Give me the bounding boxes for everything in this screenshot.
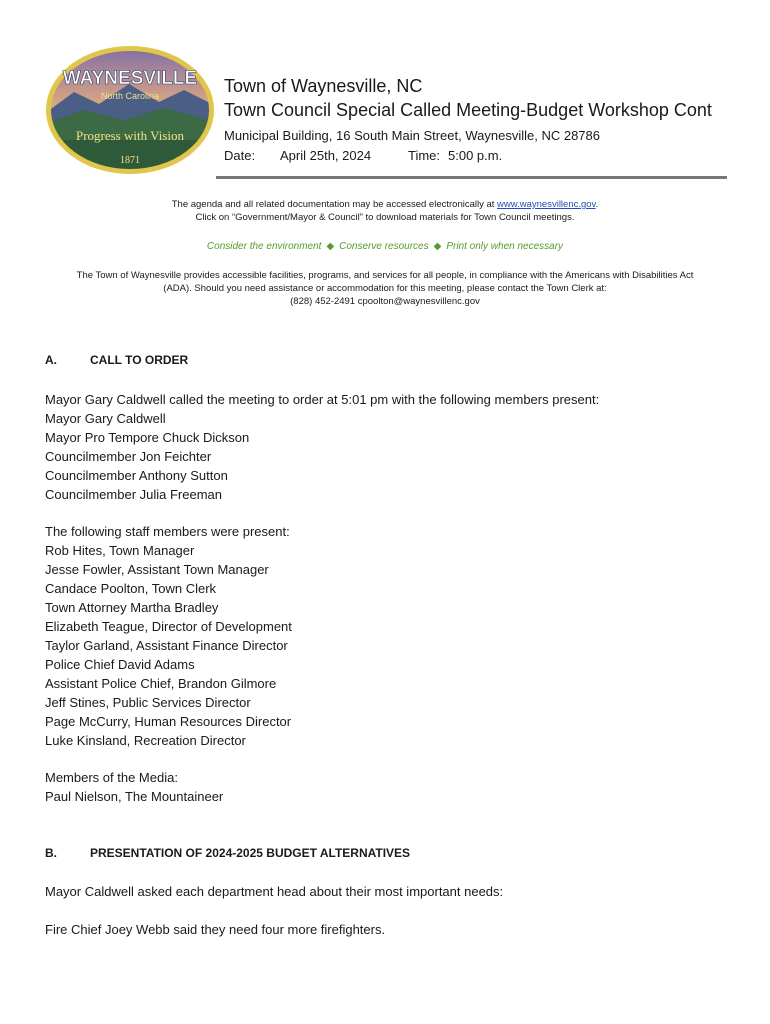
media-item: Paul Nielson, The Mountaineer <box>45 789 224 804</box>
staff-item: Rob Hites, Town Manager <box>45 543 195 558</box>
bullet-icon: ◆ <box>326 241 335 252</box>
section-b-paragraph-1 <box>45 882 735 901</box>
section-b-title: PRESENTATION OF 2024-2025 BUDGET ALTERNATIVES <box>90 846 411 860</box>
member-item: Mayor Gary Caldwell <box>45 411 166 426</box>
env-item-1: Consider the environment <box>206 241 322 252</box>
date-value: April 25th, 2024 <box>280 148 372 163</box>
member-item: Councilmember Jon Feichter <box>45 449 212 464</box>
section-a-heading <box>45 353 188 367</box>
agenda-notice <box>40 198 730 224</box>
ada-notice <box>40 269 730 308</box>
staff-item: Taylor Garland, Assistant Finance Director <box>45 638 288 653</box>
call-to-order-intro: Mayor Gary Caldwell called the meeting to order at 5:01 pm with the following members present: <box>45 392 600 407</box>
date-label: Date: <box>224 148 256 163</box>
staff-item: Police Chief David Adams <box>45 657 195 672</box>
staff-item: Jeff Stines, Public Services Director <box>45 695 251 710</box>
section-b-heading <box>45 846 410 860</box>
member-item: Mayor Pro Tempore Chuck Dickson <box>45 430 250 445</box>
staff-intro: The following staff members were present: <box>45 524 290 539</box>
media-intro: Members of the Media: <box>45 770 178 785</box>
town-title: Town of Waynesville, NC <box>224 76 423 96</box>
logo-motto: Progress with Vision <box>75 128 185 143</box>
section-b-paragraph-2 <box>45 920 735 939</box>
staff-item: Elizabeth Teague, Director of Development <box>45 619 292 634</box>
env-item-3: Print only when necessary <box>446 241 564 252</box>
logo-year: 1871 <box>120 155 140 166</box>
time-value: 5:00 p.m. <box>448 148 503 163</box>
staff-block <box>45 522 735 750</box>
media-block <box>45 768 735 806</box>
meeting-address: Municipal Building, 16 South Main Street, Waynesville, NC 28786 <box>224 128 600 143</box>
staff-item: Assistant Police Chief, Brandon Gilmore <box>45 676 277 691</box>
meeting-title: Town Council Special Called Meeting-Budget Workshop Cont <box>224 100 712 120</box>
date-time-line <box>224 146 744 166</box>
ada-line-2: (ADA). Should you need assistance or accommodation for this meeting, please contact the Town Clerk at: <box>163 283 607 294</box>
waynesville-logo <box>44 44 216 176</box>
members-block <box>45 390 735 504</box>
ada-line-1: The Town of Waynesville provides accessible facilities, programs, and services for all people, in compliance with the Americans with Disabilities Act <box>76 270 694 281</box>
agenda-end: . <box>595 199 599 210</box>
staff-item: Luke Kinsland, Recreation Director <box>45 733 246 748</box>
logo-state: North Carolina <box>100 91 160 101</box>
bullet-icon: ◆ <box>433 241 442 252</box>
section-a-letter: A. <box>45 353 57 367</box>
section-b-letter: B. <box>45 846 57 860</box>
logo-name: WAYNESVILLE <box>62 68 198 89</box>
env-item-2: Conserve resources <box>339 241 429 252</box>
staff-item: Town Attorney Martha Bradley <box>45 600 219 615</box>
staff-item: Jesse Fowler, Assistant Town Manager <box>45 562 269 577</box>
staff-item: Page McCurry, Human Resources Director <box>45 714 292 729</box>
time-label: Time: <box>408 148 441 163</box>
document-header <box>224 74 744 166</box>
staff-item: Candace Poolton, Town Clerk <box>45 581 217 596</box>
section-a-title: CALL TO ORDER <box>90 353 189 367</box>
member-item: Councilmember Anthony Sutton <box>45 468 228 483</box>
department-needs-intro: Mayor Caldwell asked each department head about their most important needs: <box>45 884 504 899</box>
click-instruction: Click on “Government/Mayor & Council” to download materials for Town Council meetings. <box>195 212 575 223</box>
agenda-text: The agenda and all related documentation may be accessed electronically at <box>171 199 498 210</box>
website-link[interactable]: www.waynesvillenc.gov <box>497 199 596 210</box>
member-item: Councilmember Julia Freeman <box>45 487 223 502</box>
ada-line-3: (828) 452-2491 cpoolton@waynesvillenc.gov <box>290 296 480 307</box>
fire-chief-statement: Fire Chief Joey Webb said they need four more firefighters. <box>45 922 386 937</box>
environment-note <box>40 240 730 253</box>
header-divider <box>216 176 727 179</box>
